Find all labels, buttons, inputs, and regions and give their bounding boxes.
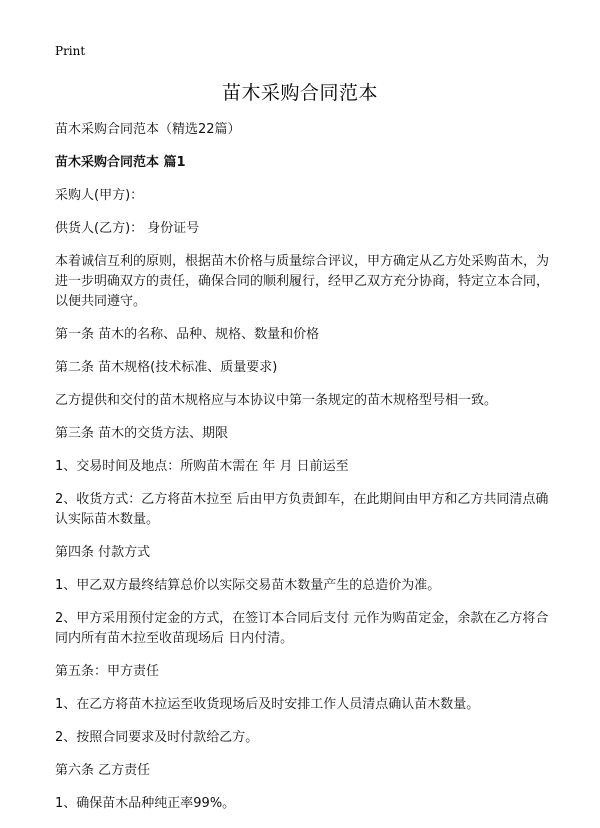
print-link[interactable]: Print bbox=[55, 44, 86, 58]
clause-4-title: 第四条 付款方式 bbox=[55, 545, 151, 560]
clause-1-title: 第一条 苗木的名称、品种、规格、数量和价格 bbox=[55, 327, 320, 342]
clause-4-item-1: 1、甲乙双方最终结算总价以实际交易苗木数量产生的总造价为准。 bbox=[55, 578, 441, 593]
document-subtitle: 苗木采购合同范本（精选22篇） bbox=[55, 122, 241, 137]
document-body bbox=[55, 120, 555, 827]
clause-5-item-1: 1、在乙方将苗木拉运至收货现场后及时安排工作人员清点确认苗木数量。 bbox=[55, 697, 480, 712]
paragraph-supplier: 供货人(乙方)： 身份证号 bbox=[55, 221, 200, 236]
clause-2-title: 第二条 苗木规格(技术标准、质量要求) bbox=[55, 360, 278, 375]
document-title: 苗木采购合同范本 bbox=[221, 82, 378, 104]
clause-4-item-2: 2、甲方采用预付定金的方式，在签订本合同后支付 元作为购苗定金，余款在乙方将合同内所有苗木拉至收苗现场后 日内付清。 bbox=[55, 611, 549, 646]
clause-5-title: 第五条：甲方责任 bbox=[55, 664, 160, 679]
paragraph-buyer: 采购人(甲方)： bbox=[55, 188, 144, 203]
clause-3-title: 第三条 苗木的交货方法、期限 bbox=[55, 426, 229, 441]
section-heading: 苗木采购合同范本 篇1 bbox=[55, 155, 186, 170]
clause-3-item-1: 1、交易时间及地点：所购苗木需在 年 月 日前运至 bbox=[55, 459, 349, 474]
clause-3-item-2: 2、收货方式：乙方将苗木拉至 后由甲方负责卸车，在此期间由甲方和乙方共同清点确认实际苗木数量。 bbox=[55, 492, 549, 527]
clause-2-text: 乙方提供和交付的苗木规格应与本协议中第一条规定的苗木规格型号相一致。 bbox=[55, 393, 498, 408]
clause-5-item-2: 2、按照合同要求及时付款给乙方。 bbox=[55, 730, 259, 745]
paragraph-preamble: 本着诚信互利的原则，根据苗木价格与质量综合评议，甲方确定从乙方处采购苗木，为进一步明确双方的责任，确保合同的顺利履行，经甲乙双方充分协商，特定立本合同，以便共同遵守。 bbox=[55, 254, 550, 309]
clause-6-item-1: 1、确保苗木品种纯正率99%。 bbox=[55, 796, 236, 811]
clause-6-title: 第六条 乙方责任 bbox=[55, 763, 151, 778]
